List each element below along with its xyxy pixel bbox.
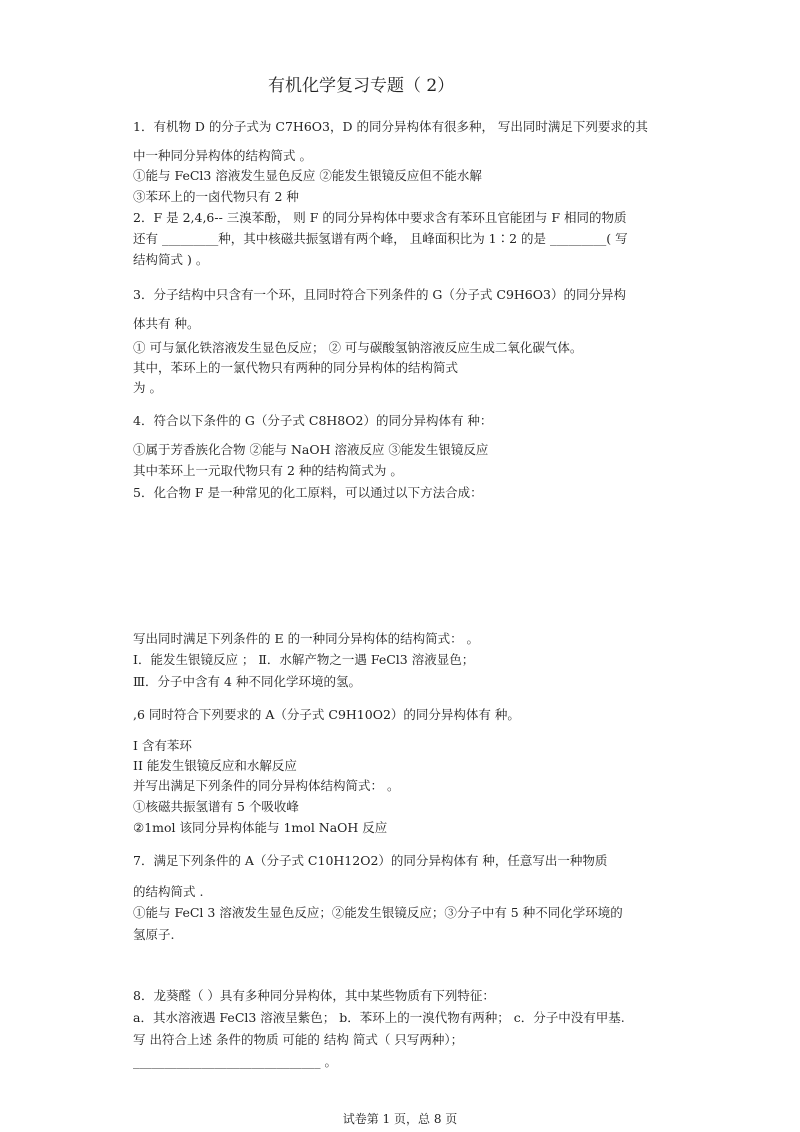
q8-line3: 写 出符合上述 条件的物质 可能的 结构 简式（ 只写两种）； xyxy=(133,1032,464,1047)
q1-condition1: ①能与 FeCl3 溶液发生显色反应 ②能发生银镜反应但不能水解 xyxy=(133,168,482,183)
q6-condition2: II 能发生银镜反应和水解反应 xyxy=(133,758,297,773)
q2-line3: 结构简式 ) 。 xyxy=(133,252,209,267)
q8-line2: a．其水溶液遇 FeCl3 溶液呈紫色； b．苯环上的一溴代物有两种； c．分子中没有甲基. xyxy=(133,1010,625,1025)
q4-conditions: ①属于芳香族化合物 ②能与 NaOH 溶液反应 ③能发生银镜反应 xyxy=(133,442,489,457)
q1-line2: 中一种同分异构体的结构简式 。 xyxy=(133,148,312,163)
q1-condition3: ③苯环上的一卤代物只有 2 种 xyxy=(133,189,299,204)
q3-conditions: ① 可与氯化铁溶液发生显色反应； ② 可与碳酸氢钠溶液反应生成二氧化碳气体。 xyxy=(133,340,583,355)
q6-line6: ②1mol 该同分异构体能与 1mol NaOH 反应 xyxy=(133,820,388,835)
q7-conditions: ①能与 FeCl 3 溶液发生显色反应；②能发生银镜反应；③分子中有 5 种不同化学环境的 xyxy=(133,905,623,920)
q6-line4: 并写出满足下列条件的同分异构体结构简式： 。 xyxy=(133,778,400,793)
q2-line2: 还有 _________种，其中核磁共振氢谱有两个峰， 且峰面积比为 1∶2 的是 _________( 写 xyxy=(133,231,628,246)
q1-line1: 1．有机物 D 的分子式为 C7H6O3，D 的同分异构体有很多种， 写出同时满足下列要求的其 xyxy=(133,119,648,134)
q8-line1: 8．龙葵醛（ ）具有多种同分异构体，其中某些物质有下列特征： xyxy=(133,988,495,1003)
q6-condition1: I 含有苯环 xyxy=(133,738,192,753)
q8-answer-line: ______________________________ 。 xyxy=(133,1054,337,1069)
q5-conditions: Ⅰ．能发生银镜反应 ； Ⅱ．水解产物之一遇 FeCl3 溶液显色； xyxy=(133,652,475,667)
q2-line1: 2．F 是 2,4,6-- 三溴苯酚， 则 F 的同分异构体中要求含有苯环且官能团与 F 相同的物质 xyxy=(133,210,627,225)
page-footer: 试卷第 1 页，总 8 页 xyxy=(342,1112,458,1126)
q7-line1: 7．满足下列条件的 A（分子式 C10H12O2）的同分异构体有 种，任意写出一种物质 xyxy=(133,853,608,868)
q3-line1: 3．分子结构中只含有一个环，且同时符合下列条件的 G（分子式 C9H6O3）的同分异构 xyxy=(133,287,626,302)
q4-line3: 其中苯环上一元取代物只有 2 种的结构简式为 。 xyxy=(133,463,403,478)
q5-line1: 5．化合物 F 是一种常见的化工原料，可以通过以下方法合成： xyxy=(133,485,483,500)
q5-condition3: Ⅲ．分子中含有 4 种不同化学环境的氢。 xyxy=(133,674,361,689)
q7-line2: 的结构简式 . xyxy=(133,884,204,899)
q6-line5: ①核磁共振氢谱有 5 个吸收峰 xyxy=(133,799,299,814)
q4-line1: 4．符合以下条件的 G（分子式 C8H8O2）的同分异构体有 种： xyxy=(133,413,493,428)
q3-line5: 为 。 xyxy=(133,380,162,395)
q6-line1: ,6 同时符合下列要求的 A（分子式 C9H10O2）的同分异构体有 种。 xyxy=(133,707,520,722)
q3-line4: 其中，苯环上的一氯代物只有两种的同分异构体的结构简式 xyxy=(133,360,459,375)
q7-line4: 氢原子. xyxy=(133,927,175,942)
page-title: 有机化学复习专题（ 2） xyxy=(268,76,455,96)
q5-line2: 写出同时满足下列条件的 E 的一种同分异构体的结构简式： 。 xyxy=(133,631,480,646)
q3-line2: 体共有 种。 xyxy=(133,316,200,331)
